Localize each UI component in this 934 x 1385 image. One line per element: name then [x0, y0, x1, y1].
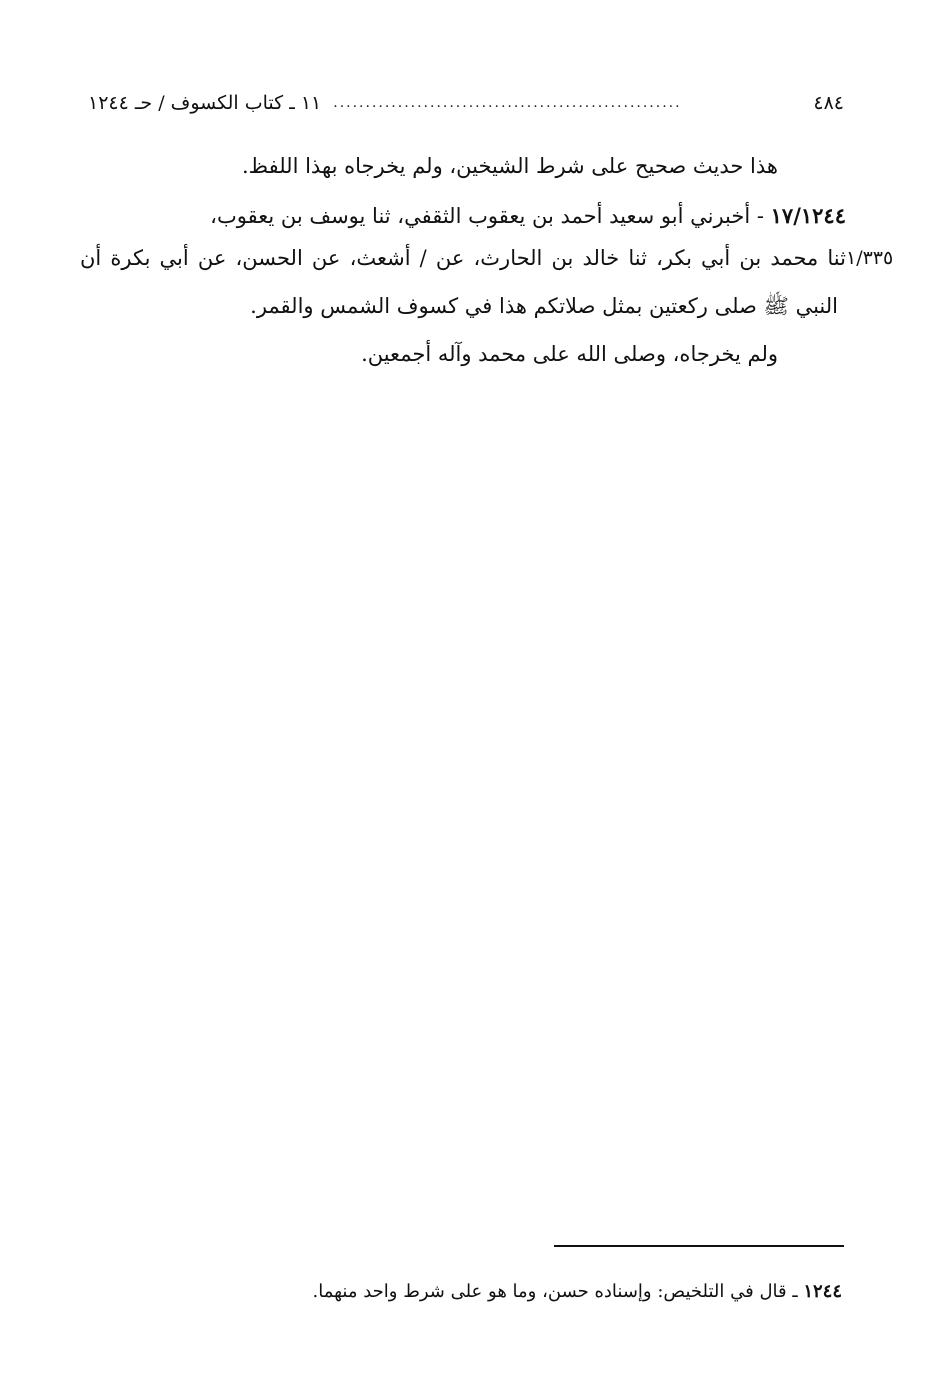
footnote-divider — [554, 1245, 844, 1247]
page-header — [88, 88, 844, 118]
margin-page-reference: ١/٣٣٥ — [846, 247, 894, 269]
footnote-number: ١٢٤٤ — [803, 1281, 842, 1302]
body-line-3: ثنا محمد بن أبي بكر، ثنا خالد بن الحارث، عن / أشعث، عن الحسن، عن أبي بكرة أن — [80, 246, 846, 270]
footnote-text: ـ قال في التلخيص: وإسناده حسن، وما هو على شرط واحد منهما. — [312, 1281, 804, 1302]
footnote — [313, 1274, 842, 1310]
body-line-1: هذا حديث صحيح على شرط الشيخين، ولم يخرجاه بهذا اللفظ. — [242, 154, 778, 178]
body-line-5: ولم يخرجاه، وصلى الله على محمد وآله أجمعين. — [361, 342, 778, 366]
hadith-isnad-start: - أخبرني أبو سعيد أحمد بن يعقوب الثقفي، ثنا يوسف بن يعقوب، — [210, 204, 771, 228]
hadith-number: ١٧/١٢٤٤ — [770, 203, 846, 228]
page-number: ٤٨٤ — [813, 92, 844, 114]
header-leader-dots: ...................................................... — [333, 95, 682, 111]
hadith-heading-line — [210, 196, 846, 236]
running-title: ١١ ـ كتاب الكسوف / حـ ١٢٤٤ — [88, 92, 322, 114]
body-line-4: النبي ﷺ صلى ركعتين بمثل صلاتكم هذا في كسوف الشمس والقمر. — [250, 294, 838, 318]
